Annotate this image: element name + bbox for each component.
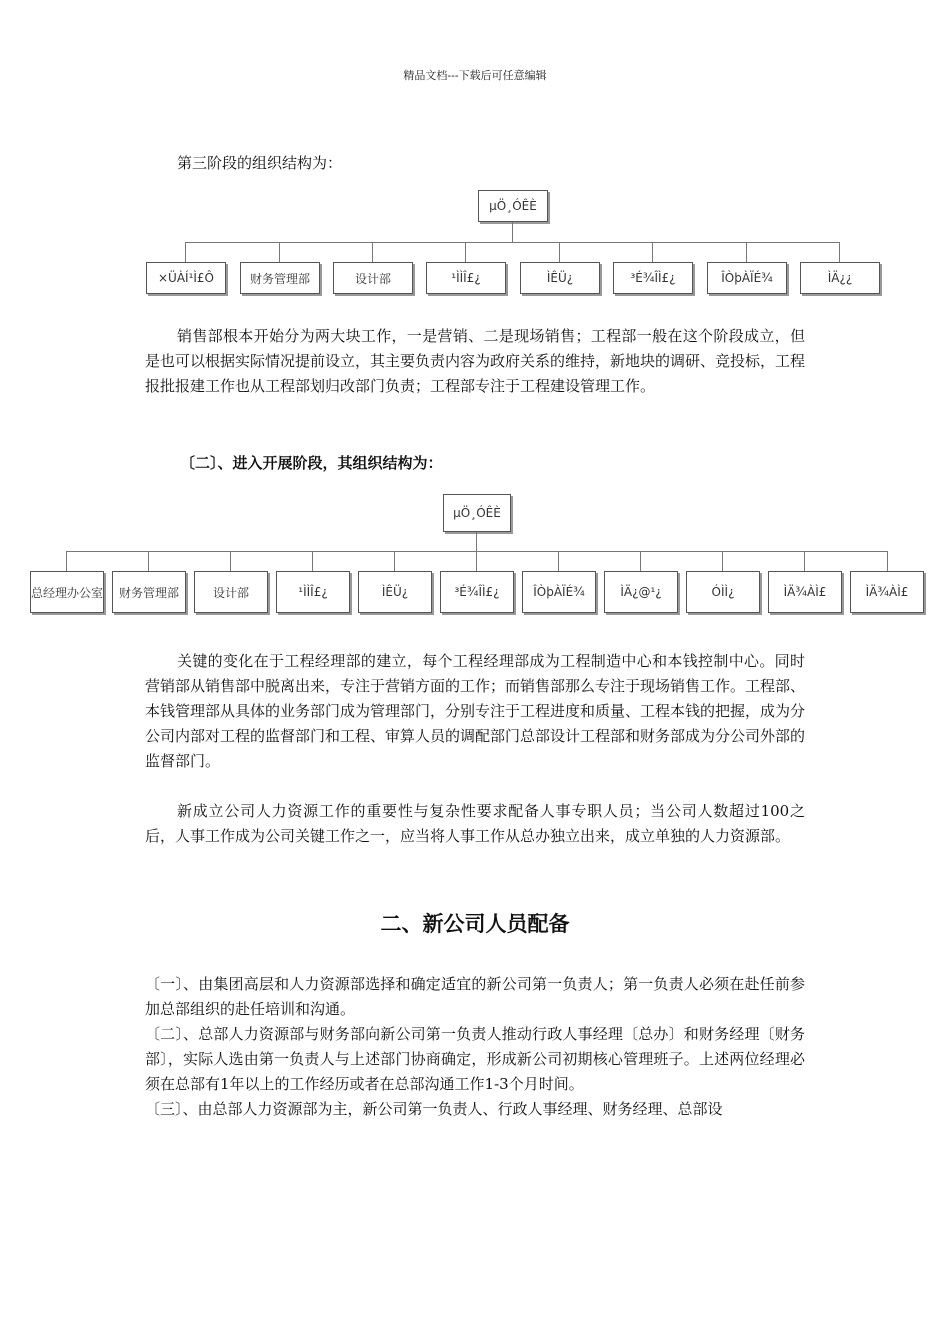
connector-line <box>465 242 466 262</box>
connector-line <box>640 551 641 571</box>
connector-line <box>652 242 653 262</box>
org-child-box: ÌÊÜ¿ <box>520 262 600 294</box>
connector-line <box>559 242 560 262</box>
org-child-box: 设计部 <box>333 262 413 294</box>
org-child-box: ÌÄ¾ÀÌ£ <box>850 571 924 613</box>
connector-line <box>230 551 231 571</box>
org-child-box: ÌÄ¾ÀÌ£ <box>768 571 842 613</box>
org-root-box: µÖ¸ÓÊÈ <box>443 494 511 532</box>
connector-line <box>312 551 313 571</box>
connector-line <box>746 242 747 262</box>
connector-line <box>476 532 477 551</box>
connector-line <box>279 242 280 262</box>
staffing-list <box>145 972 805 1122</box>
connector-line <box>558 551 559 571</box>
connector-line <box>185 242 186 262</box>
connector-line <box>394 551 395 571</box>
section2-paragraph-1: 关键的变化在于工程经理部的建立，每个工程经理部成为工程制造中心和本钱控制中心。同时营销部从销售部中脱离出来，专注于营销方面的工作；而销售部那么专注于现场销售工作。工程部、本钱管理部从具体的业务部门成为管理部门，分别专注于工程进度和质量、工程本钱的把握，成为分公司内部对工程的监督部门和工程、审算人员的调配部门总部设计工程部和财务部成为分公司外部的监督部门。 <box>145 652 806 770</box>
section2-label: 〔二〕、进入开展阶段，其组织结构为： <box>180 454 443 472</box>
org-child-box: ÌÄ¿@¹¿ <box>604 571 678 613</box>
connector-line <box>887 551 888 571</box>
org-child-box: ¹ÌÌÎ£¿ <box>276 571 350 613</box>
org-child-box: ÌÄ¿¿ <box>800 262 880 294</box>
section2-paragraph-2: 新成立公司人力资源工作的重要性与复杂性要求配备人事专职人员；当公司人数超过100之后，人事工作成为公司关键工作之一，应当将人事工作从总办独立出来，成立单独的人力资源部。 <box>145 802 805 845</box>
org-child-box: ³É¾ÎÌ£¿ <box>613 262 693 294</box>
connector-line <box>722 551 723 571</box>
org-child-box: ×ÜÀÍ¹Ì£Ô <box>146 262 226 294</box>
org-child-box: 总经理办公室 <box>30 571 104 613</box>
connector-line <box>66 551 67 571</box>
org-child-box: ÌÊÜ¿ <box>358 571 432 613</box>
list-item: 〔三〕、由总部人力资源部为主，新公司第一负责人、行政人事经理、财务经理、总部设 <box>145 1100 723 1118</box>
connector-line <box>148 551 149 571</box>
connector-line <box>839 242 840 262</box>
connector-line <box>66 551 888 552</box>
org-child-box: 财务管理部 <box>112 571 186 613</box>
org-child-box: 设计部 <box>194 571 268 613</box>
connector-line <box>476 551 477 571</box>
org-child-box: ÎÒþÀÏÉ¾ <box>522 571 596 613</box>
org-child-box: ³É¾ÎÌ£¿ <box>440 571 514 613</box>
section1-label: 第三阶段的组织结构为： <box>177 154 343 172</box>
org-child-box: 财务管理部 <box>240 262 320 294</box>
page-header: 精品文档---下载后可任意编辑 <box>403 69 547 82</box>
connector-line <box>372 242 373 262</box>
connector-line <box>804 551 805 571</box>
org-child-box: ÎÒþÀÏÉ¾ <box>707 262 787 294</box>
org-child-box: ÓÌÌ¿ <box>686 571 760 613</box>
connector-line <box>512 222 513 242</box>
connector-line <box>185 242 840 243</box>
org-child-box: ¹ÌÌÎ£¿ <box>426 262 506 294</box>
section1-paragraph: 销售部根本开始分为两大块工作，一是营销、二是现场销售；工程部一般在这个阶段成立，但是也可以根据实际情况提前设立，其主要负责内容为政府关系的维持，新地块的调研、竞投标，工程报批报建工作也从工程部划归改部门负责；工程部专注于工程建设管理工作。 <box>145 327 806 395</box>
org-root-box: µÖ¸ÓÊÈ <box>478 190 548 222</box>
section-heading: 二、新公司人员配备 <box>380 911 570 936</box>
list-item: 〔二〕、总部人力资源部与财务部向新公司第一负责人推动行政人事经理〔总办〕和财务经理〔财务部〕，实际人选由第一负责人与上述部门协商确定，形成新公司初期核心管理班子。上述两位经理必须在总部有1年以上的工作经历或者在总部沟通工作1-3个月时间。 <box>145 1025 805 1093</box>
list-item: 〔一〕、由集团高层和人力资源部选择和确定适宜的新公司第一负责人；第一负责人必须在赴任前参加总部组织的赴任培训和沟通。 <box>145 975 805 1018</box>
